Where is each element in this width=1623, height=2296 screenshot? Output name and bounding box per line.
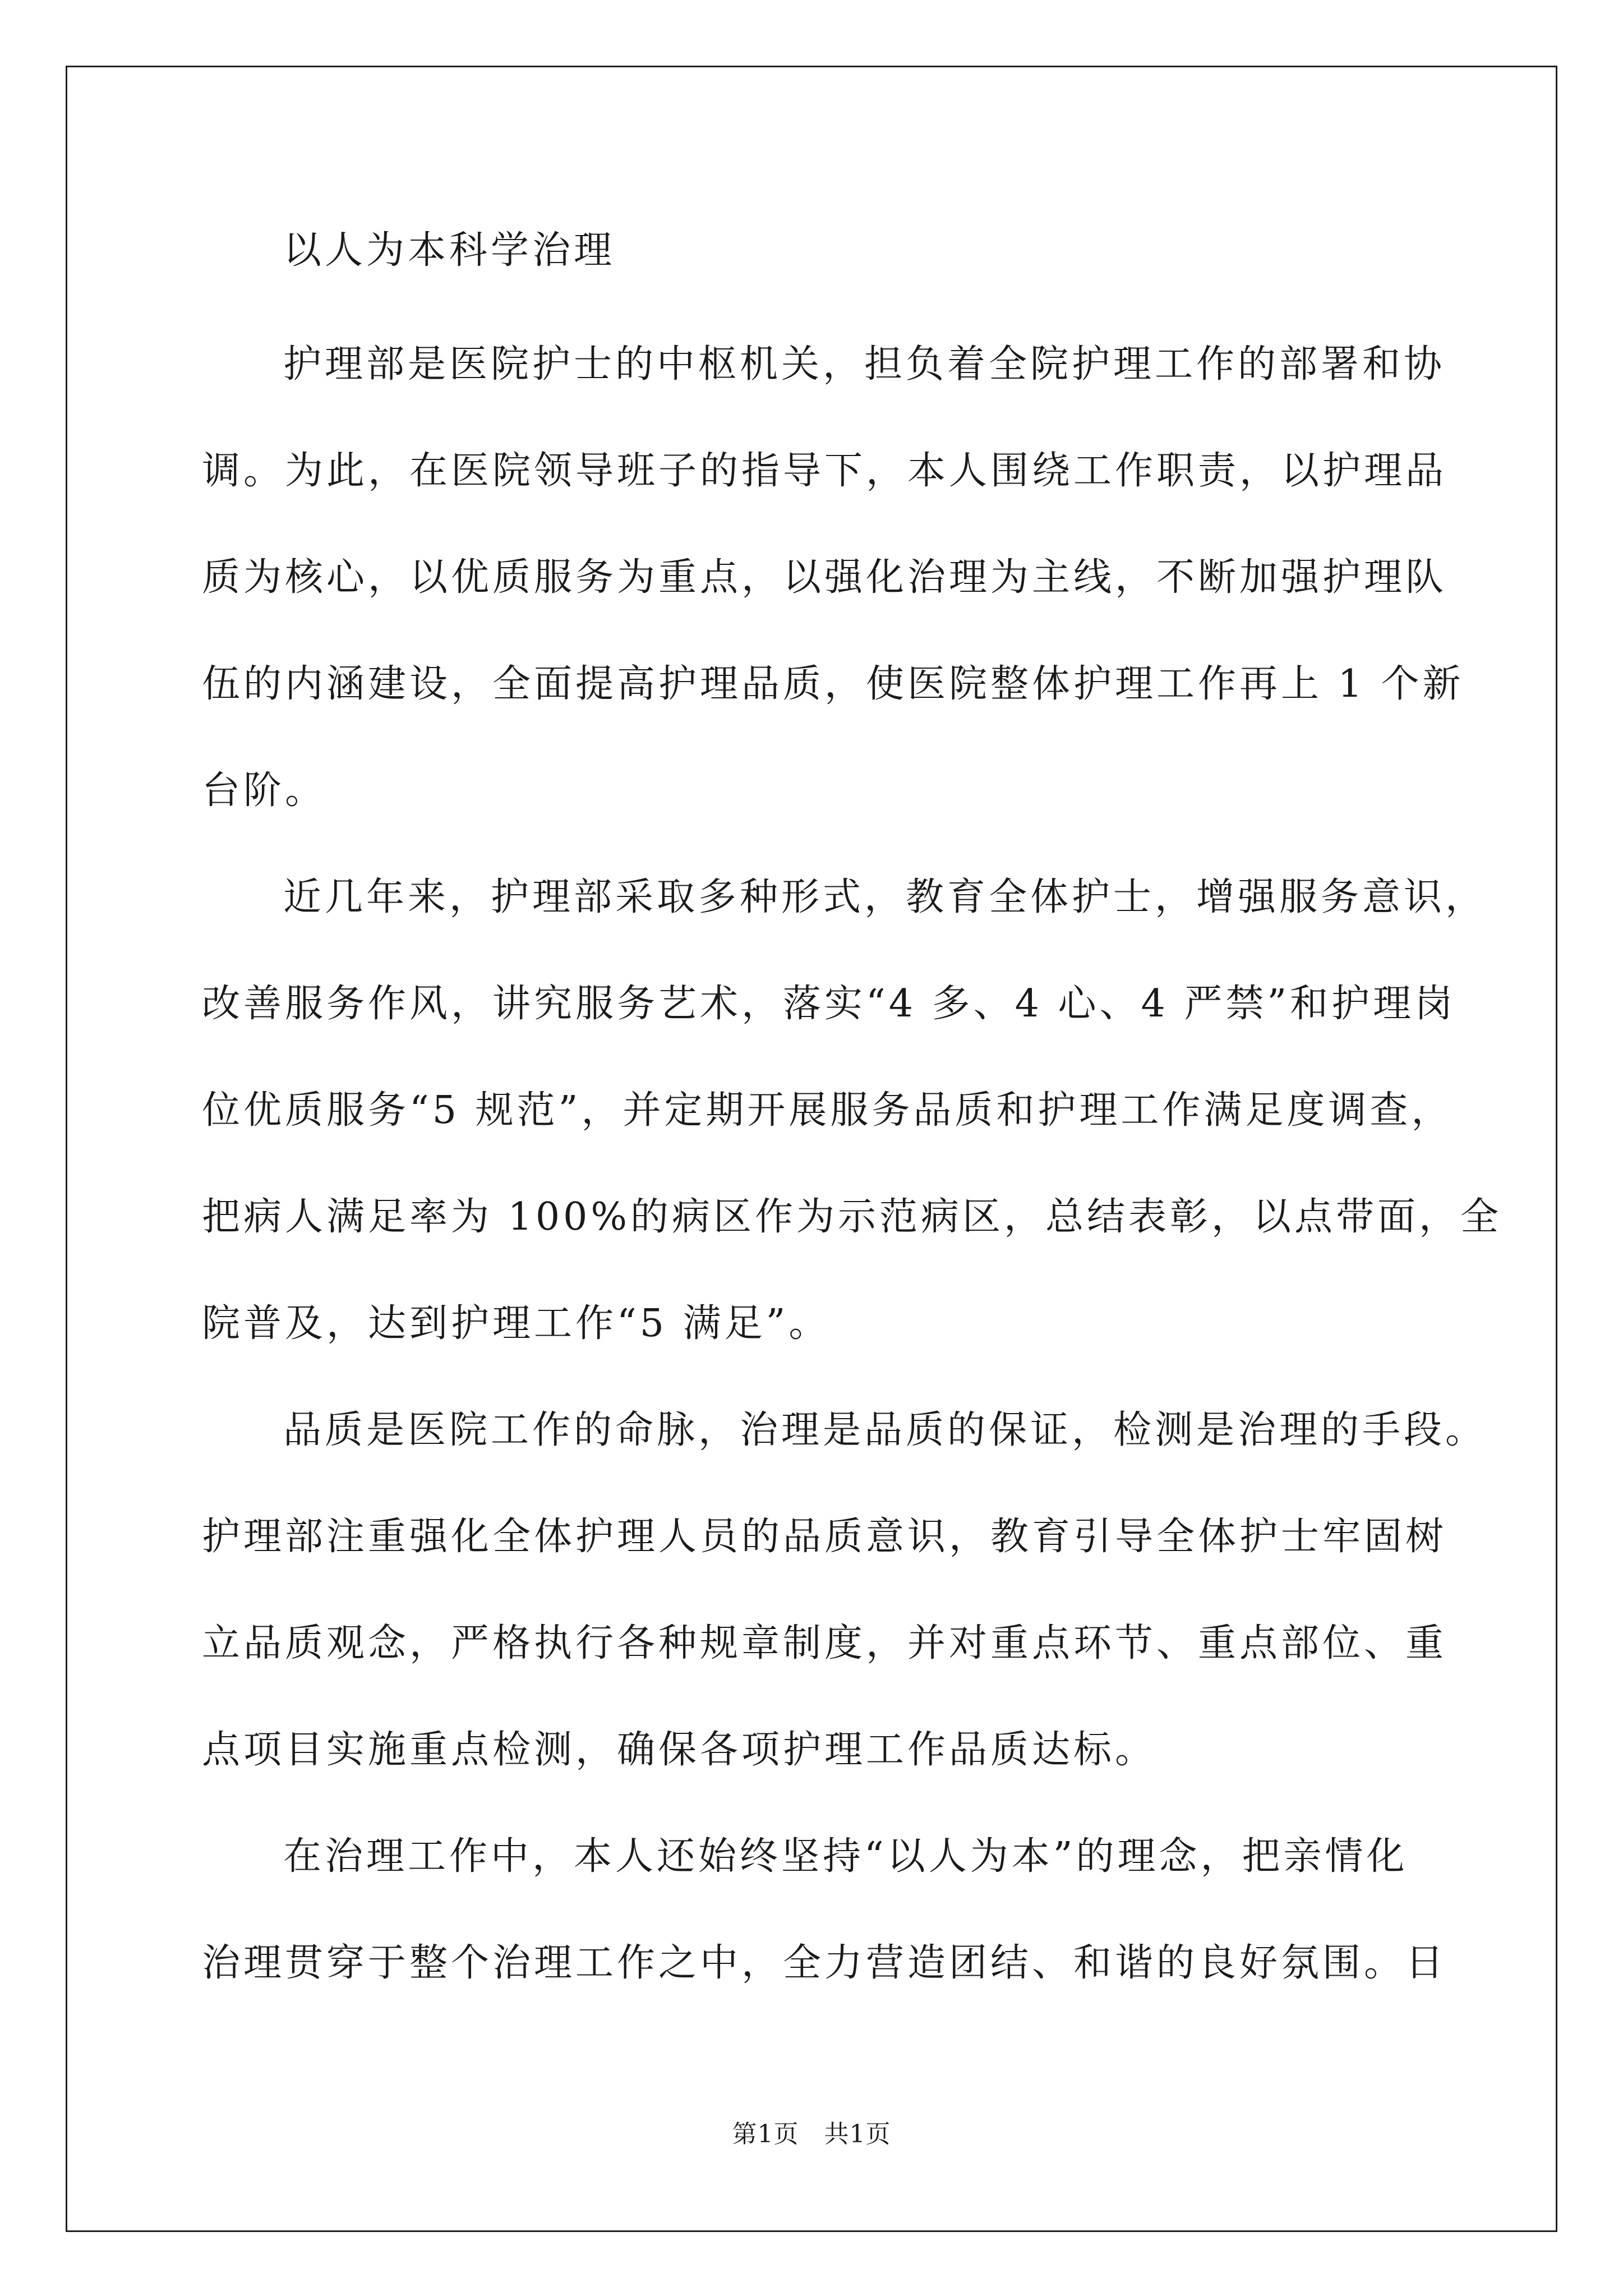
paragraph-3-line-1: 品质是医院工作的命脉，治理是品质的保证，检测是治理的手段。 bbox=[283, 1408, 1487, 1452]
paragraph-3-line-2: 护理部注重强化全体护理人员的品质意识，教育引导全体护士牢固树 bbox=[202, 1515, 1447, 1559]
paragraph-3-line-4: 点项目实施重点检测，确保各项护理工作品质达标。 bbox=[202, 1728, 1157, 1772]
paragraph-1-line-3: 质为核心，以优质服务为重点，以强化治理为主线，不断加强护理队 bbox=[202, 555, 1447, 600]
paragraph-2-line-1: 近几年来，护理部采取多种形式，教育全体护士，增强服务意识， bbox=[283, 875, 1487, 919]
paragraph-1-line-1: 护理部是医院护士的中枢机关，担负着全院护理工作的部署和协 bbox=[283, 342, 1446, 386]
paragraph-1-line-2: 调。为此，在医院领导班子的指导下，本人围绕工作职责，以护理品 bbox=[202, 449, 1447, 493]
paragraph-3-line-3: 立品质观念，严格执行各种规章制度，并对重点环节、重点部位、重 bbox=[202, 1621, 1447, 1665]
paragraph-2-line-5: 院普及，达到护理工作“5 满足”。 bbox=[202, 1301, 831, 1346]
paragraph-1-line-5: 台阶。 bbox=[202, 769, 327, 813]
paragraph-2-line-4: 把病人满足率为 100%的病区作为示范病区，总结表彰，以点带面，全 bbox=[202, 1195, 1502, 1239]
paragraph-2-line-3: 位优质服务“5 规范”，并定期开展服务品质和护理工作满足度调查， bbox=[202, 1088, 1453, 1133]
page-number-footer: 第1页 共1页 bbox=[732, 2120, 891, 2148]
page-border bbox=[66, 66, 1557, 2232]
document-title: 以人为本科学治理 bbox=[283, 228, 616, 273]
paragraph-1-line-4: 伍的内涵建设，全面提高护理品质，使医院整体护理工作再上 1 个新 bbox=[202, 662, 1464, 706]
paragraph-4-line-2: 治理贯穿于整个治理工作之中，全力营造团结、和谐的良好氛围。日 bbox=[202, 1941, 1447, 1985]
paragraph-2-line-2: 改善服务作风，讲究服务艺术，落实“4 多、4 心、4 严禁”和护理岗 bbox=[202, 982, 1456, 1026]
paragraph-4-line-1: 在治理工作中，本人还始终坚持“以人为本”的理念，把亲情化 bbox=[283, 1834, 1408, 1879]
